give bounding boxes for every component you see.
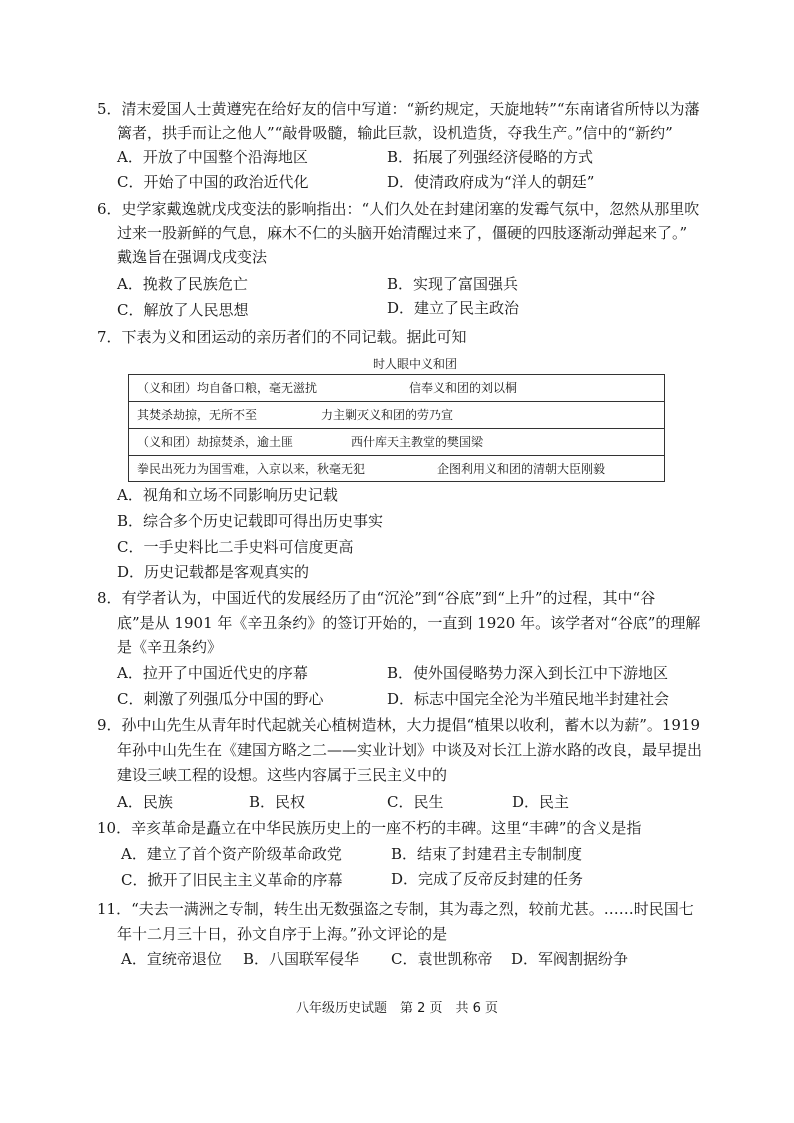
question-7-option-d[interactable]: D．历史记载都是客观真实的 [117,563,310,581]
question-10-option-b[interactable]: B．结束了封建君主专制制度 [391,845,583,863]
question-11-option-c[interactable]: C．袁世凯称帝 [391,950,493,968]
question-7-table-title: 时人眼中义和团 [372,357,457,371]
table-cell-source: 信奉义和团的刘以桐 [409,381,518,395]
question-6-stem-line-2: 过来一股新鲜的气息，麻木不仁的头脑开始清醒过来了，僵硬的四肢逐渐动弹起来了。” [117,224,688,242]
table-cell-source: 力主剿灭义和团的劳乃宣 [321,408,454,422]
question-8-stem-line-3: 是《辛丑条约》 [117,638,223,656]
question-8-stem-line-2: 底”是从 1901 年《辛丑条约》的签订开始的，一直到 1920 年。该学者对“谷底”的理解 [117,614,701,632]
question-11-option-d[interactable]: D．军阀割据纷争 [511,950,629,968]
question-6-stem-line-1: 6．史学家戴逸就戊戌变法的影响指出：“人们久处在封建闭塞的发霉气氛中，忽然从那里吹 [97,200,700,218]
question-10-option-d[interactable]: D．完成了反帝反封建的任务 [391,870,584,888]
question-9-option-b[interactable]: B．民权 [249,793,306,811]
question-7-records-table [128,374,665,482]
question-8-option-d[interactable]: D．标志中国完全沦为半殖民地半封建社会 [387,690,670,708]
question-11-option-b[interactable]: B．八国联军侵华 [243,950,360,968]
question-6-stem-line-3: 戴逸旨在强调戊戌变法 [117,248,268,266]
table-row [129,456,664,483]
question-8-stem-line-1: 8．有学者认为，中国近代的发展经历了由“沉沦”到“谷底”到“上升”的过程，其中“谷 [97,589,656,607]
question-9-option-d[interactable]: D．民主 [512,793,570,811]
question-9-stem-line-1: 9．孙中山先生从青年时代起就关心植树造林，大力提倡“植果以收利，蓄木以为薪”。1919 [97,716,701,734]
question-8-option-b[interactable]: B．使外国侵略势力深入到长江中下游地区 [387,664,669,682]
table-cell-record: （义和团）劫掠焚杀，逾土匪 [137,435,294,449]
question-7-option-b[interactable]: B．综合多个历史记载即可得出历史事实 [117,512,384,530]
question-5-option-c[interactable]: C．开始了中国的政治近代化 [117,173,309,191]
question-6-option-a[interactable]: A．挽救了民族危亡 [117,275,248,293]
table-row [129,402,664,429]
question-5-option-b[interactable]: B．拓展了列强经济侵略的方式 [387,148,594,166]
table-cell-source: 西什库天主教堂的樊国梁 [351,435,484,449]
question-8-option-a[interactable]: A．拉开了中国近代史的序幕 [117,664,308,682]
question-6-option-c[interactable]: C．解放了人民思想 [117,301,249,319]
table-row [129,375,664,402]
question-11-stem-line-1: 11．“夫去一满洲之专制，转生出无数强盗之专制，其为毒之烈，较前尤甚。……时民国七 [97,900,694,918]
question-11-option-a[interactable]: A．宣统帝退位 [121,950,222,968]
page-footer: 八年级历史试题 第 2 页 共 6 页 [295,1001,499,1016]
question-9-stem-line-2: 年孙中山先生在《建国方略之二——实业计划》中谈及对长江上游水路的改良，最早提出 [117,741,703,759]
question-9-stem-line-3: 建设三峡工程的设想。这些内容属于三民主义中的 [117,766,448,784]
question-10-stem-line-1: 10．辛亥革命是矗立在中华民族历史上的一座不朽的丰碑。这里“丰碑”的含义是指 [97,819,642,837]
question-10-option-a[interactable]: A．建立了首个资产阶级革命政党 [121,845,342,863]
table-cell-source: 企图利用义和团的清朝大臣刚毅 [437,462,606,476]
table-row [129,429,664,456]
question-11-stem-line-2: 年十二月三十日，孙文自序于上海。”孙文评论的是 [117,925,448,943]
table-cell-record: 其焚杀劫掠，无所不至 [137,408,258,422]
table-cell-record: （义和团）均自备口粮，毫无滋扰 [137,381,318,395]
question-9-option-a[interactable]: A．民族 [117,793,173,811]
question-5-option-d[interactable]: D．使清政府成为“洋人的朝廷” [387,173,595,191]
question-5-stem-line-2: 篱者，拱手而让之他人”“敲骨吸髓，输此巨款，设机造货，夺我生产。”信中的“新约” [117,124,673,142]
question-6-option-b[interactable]: B．实现了富国强兵 [387,275,519,293]
question-6-option-d[interactable]: D．建立了民主政治 [387,299,520,317]
table-cell-record: 拳民出死力为国雪难，入京以来，秋毫无犯 [137,462,366,476]
question-5-option-a[interactable]: A．开放了中国整个沿海地区 [117,148,308,166]
question-7-option-c[interactable]: C．一手史料比二手史料可信度更高 [117,538,354,556]
question-8-option-c[interactable]: C．刺激了列强瓜分中国的野心 [117,690,324,708]
question-10-option-c[interactable]: C．掀开了旧民主主义革命的序幕 [121,871,343,889]
question-5-stem-line-1: 5．清末爱国人士黄遵宪在给好友的信中写道：“新约规定，天旋地转”“东南诸省所恃以为藩 [97,100,700,118]
question-9-option-c[interactable]: C．民生 [387,793,444,811]
question-7-option-a[interactable]: A．视角和立场不同影响历史记载 [117,486,338,504]
question-7-stem-line-1: 7．下表为义和团运动的亲历者们的不同记载。据此可知 [97,328,467,346]
